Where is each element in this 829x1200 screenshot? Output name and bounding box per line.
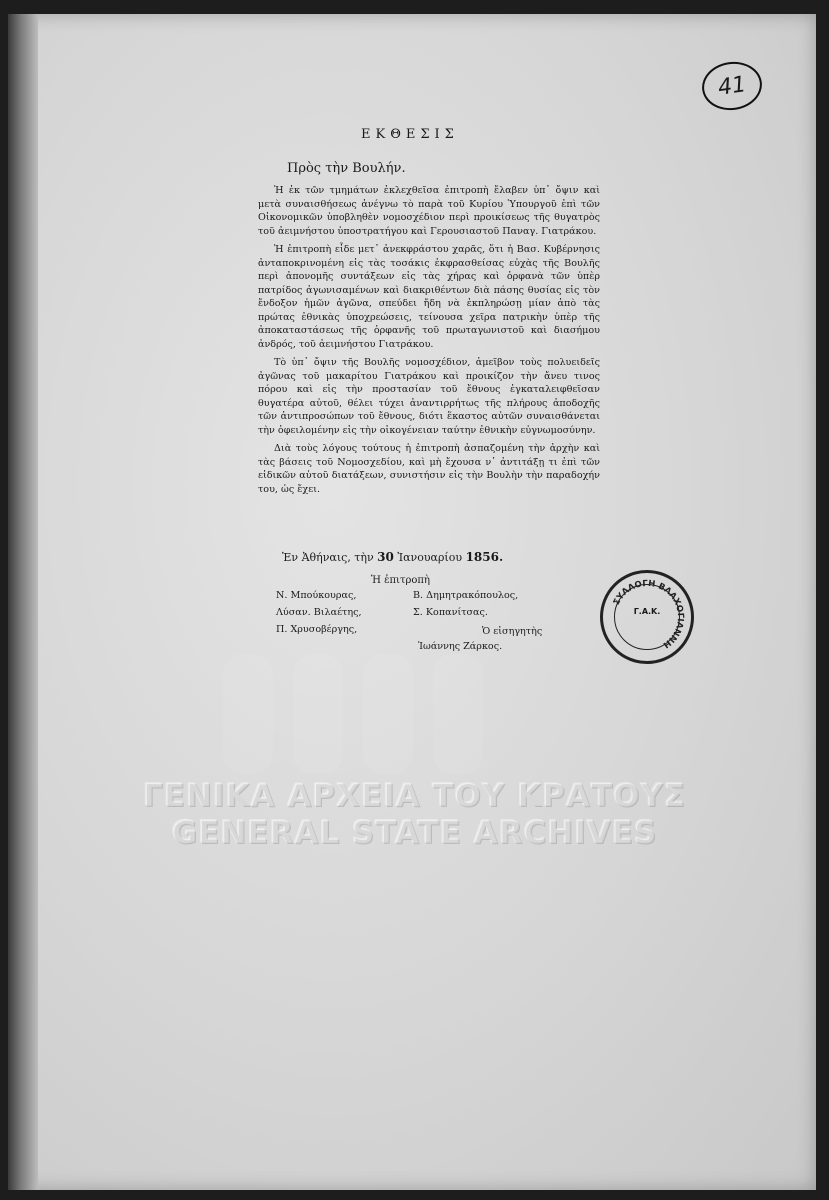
stamp-inner-circle bbox=[614, 584, 680, 650]
handwritten-page-number: 41 bbox=[699, 58, 765, 114]
report-body bbox=[258, 184, 600, 501]
background-smudge bbox=[223, 654, 273, 774]
background-smudge bbox=[293, 654, 343, 774]
paragraph: Ἡ ἐκ τῶν τμημάτων ἐκλεχθεῖσα ἐπιτροπὴ ἔλαβεν ὑπ᾿ ὄψιν καὶ μετὰ συναισθήσεως ἀνέγνω τὸ παρὰ τοῦ Κυρίου Ὑπουργοῦ ἐπὶ τῶν Οἰκονομικῶν ὑποβληθὲν νομοσχέδιον περὶ προικίσεως τῆς θυγατρὸς τοῦ ἀειμνήστου ὑποστρατήγου καὶ Γερουσιαστοῦ Παναγ. Γιατράκου. bbox=[258, 185, 600, 237]
stamp-center-text: Γ.Α.Κ. bbox=[633, 607, 661, 616]
rapporteur-name: Ἰωάννης Ζάρκος. bbox=[418, 641, 503, 652]
archive-stamp bbox=[600, 570, 694, 664]
paragraph: Διὰ τοὺς λόγους τούτους ἡ ἐπιτροπὴ ἀσπαζομένη τὴν ἀρχὴν καὶ τὰς βάσεις τοῦ Νομοσχεδίου, καὶ μὴ ἔχουσα ν᾿ ἀντιτάξῃ τι ἐπὶ τῶν εἰδικῶν αὐτοῦ διατάξεων, συνιστήσιν εἰς τὴν Βουλὴν τὴν παραδοχήν του, ὡς ἔχει. bbox=[258, 443, 600, 495]
document-title: ΕΚΘΕΣΙΣ bbox=[361, 127, 459, 142]
watermark-english: GENERAL STATE ARCHIVES bbox=[171, 815, 658, 851]
dateline-year: 1856. bbox=[465, 550, 504, 564]
dateline-month: Ἰανουαρίου bbox=[397, 551, 463, 564]
committee-members-right bbox=[413, 587, 518, 621]
committee-member: Ν. Μπούκουρας, bbox=[276, 590, 357, 601]
dateline-place: Ἐν Ἀθήναις, τὴν bbox=[282, 551, 374, 564]
committee-member: Π. Χρυσοβέργης, bbox=[276, 624, 358, 635]
background-smudge bbox=[363, 654, 413, 774]
paragraph: Ἡ ἐπιτροπὴ εἶδε μετ᾿ ἀνεκφράστου χαρᾶς, ὅτι ἡ Βασ. Κυβέρνησις ἀνταποκρινομένη εἰς τὰς τοσάκις ἐκφρασθείσας εὐχὰς τῆς Βουλῆς περὶ ἀπονομῆς συντάξεων εἰς τὰς χήρας καὶ ὀρφανὰ τῶν ὑπὲρ πατρίδος ἀγωνισαμένων καὶ διακριθέντων διὰ πάσης θυσίας εἰς τὸν ἔνδοξον ἡμῶν ἀγῶνα, σπεύδει ἤδη νὰ ἐκπληρώσῃ μίαν ἀπὸ τὰς πρώτας ἐθνικὰς ὑποχρεώσεις, τείνουσα χεῖρα πατρικὴν ὑπὲρ τῆς ἀποκαταστάσεως τῆς ὀρφανῆς τοῦ πρωταγωνιστοῦ καὶ διασήμου ἀνδρός, τοῦ ἀειμνήστου Γιατράκου. bbox=[258, 244, 600, 350]
rapporteur-signature bbox=[418, 624, 542, 654]
address-line: Πρὸς τὴν Βουλήν. bbox=[287, 161, 406, 176]
paragraph: Τὸ ὑπ᾿ ὄψιν τῆς Βουλῆς νομοσχέδιον, ἀμεῖβον τοὺς πολυειδεῖς ἀγῶνας τοῦ μακαρίτου Γιατράκου καὶ προικίζον τὴν ἄνευ τινος πόρου καὶ εἰς τὴν προστασίαν τοῦ ἔθνους ἐγκαταλειφθεῖσαν θυγατέρα αὐτοῦ, θέλει τύχει ἀναντιρρήτως τῆς πλήρους ἀποδοχῆς τῶν ἀντιπροσώπων τοῦ ἔθνους, διότι ἕκαστος αὐτῶν συναισθάνεται τὴν ὀφειλομένην εἰς τὴν οἰκογένειαν ταύτην ἐθνικὴν εὐγνωμοσύνην. bbox=[258, 357, 600, 436]
committee-member: Β. Δημητρακόπουλος, bbox=[413, 590, 519, 601]
committee-heading: Ἡ ἐπιτροπὴ bbox=[371, 575, 430, 586]
background-smudge bbox=[433, 654, 483, 774]
committee-member: Λύσαν. Βιλαέτης, bbox=[276, 607, 362, 618]
committee-members-left bbox=[276, 587, 362, 638]
dateline-day: 30 bbox=[377, 550, 394, 564]
stamp-ring-text: ΣΥΛΛΟΓΗ ΒΛΑΧΟΓΙΑΝΝΗ bbox=[611, 578, 686, 650]
watermark-greek: ΓΕΝΙΚΑ ΑΡΧΕΙΑ ΤΟΥ ΚΡΑΤΟΥΣ bbox=[143, 778, 686, 814]
rapporteur-role: Ὁ εἰσηγητὴς bbox=[482, 626, 543, 637]
committee-member: Σ. Κοπανίτσας. bbox=[413, 607, 488, 618]
dateline bbox=[282, 550, 503, 564]
page-shadow-edge bbox=[8, 14, 38, 1190]
